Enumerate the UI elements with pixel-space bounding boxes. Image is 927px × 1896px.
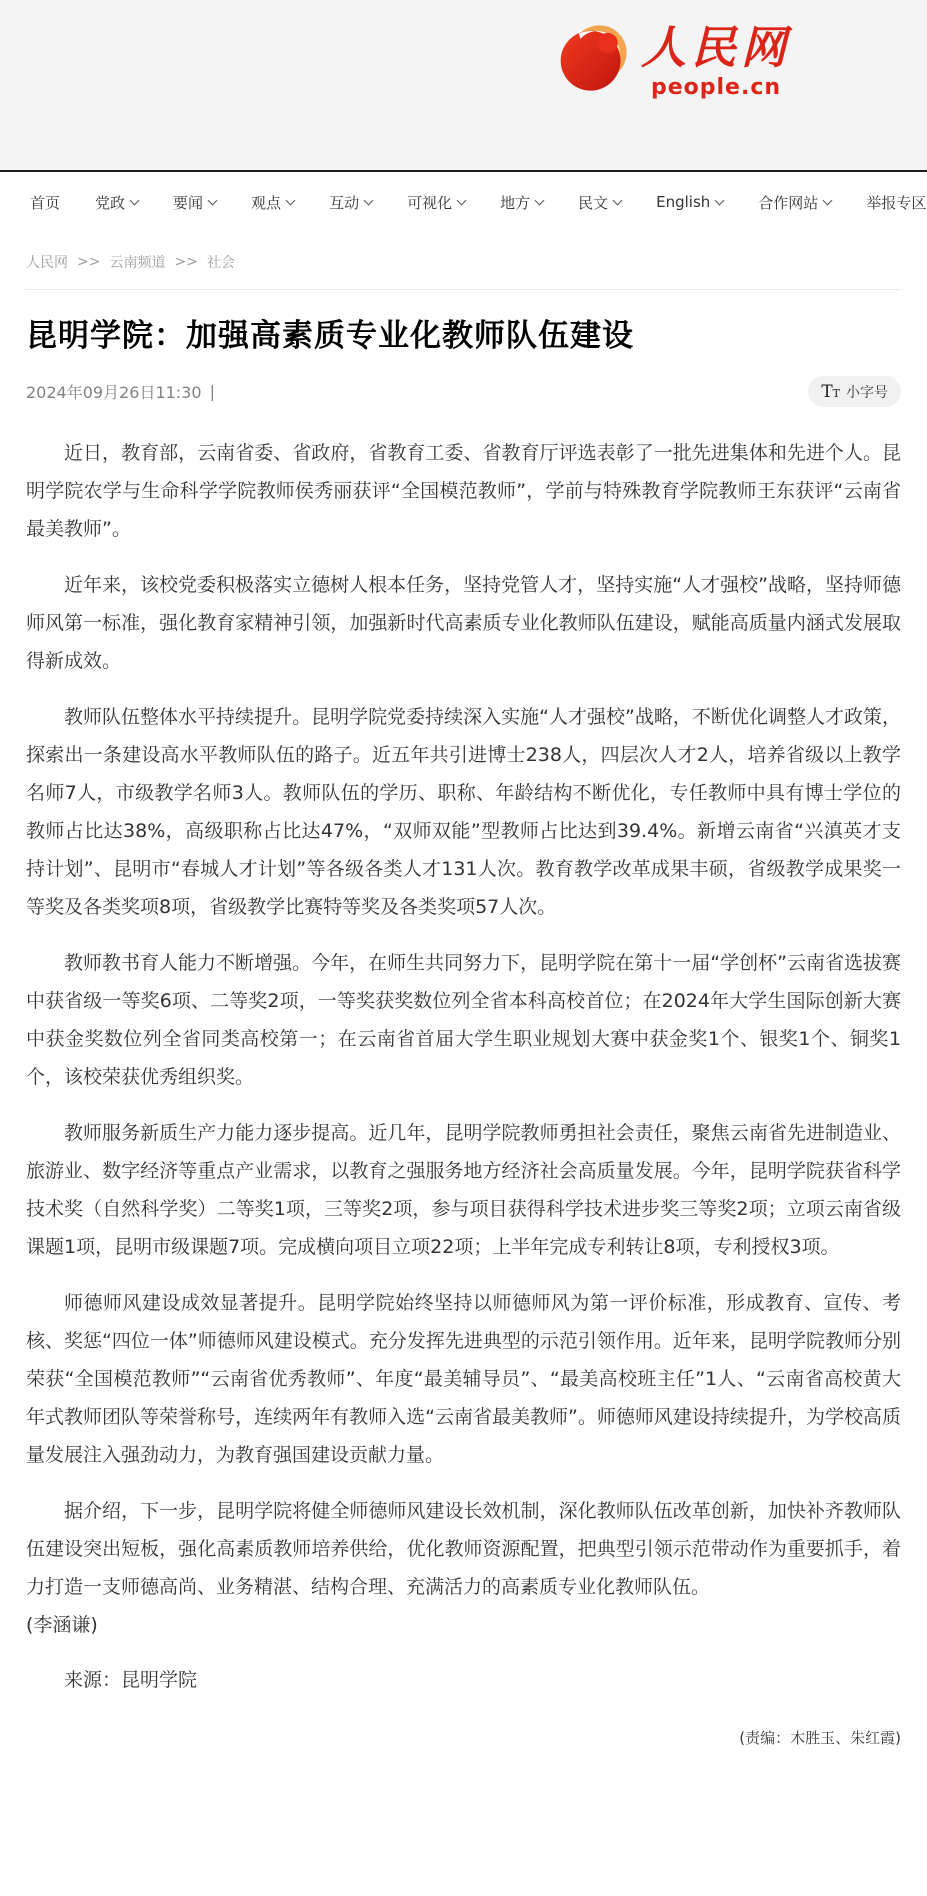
divider (26, 289, 901, 290)
chevron-down-icon (364, 195, 374, 205)
nav-item-party-gov[interactable] (95, 192, 138, 213)
source-value: 昆明学院 (121, 1669, 198, 1692)
nav-item-partner-sites[interactable] (758, 192, 831, 213)
nav-item-local[interactable] (500, 192, 543, 213)
nav-label: English (656, 193, 711, 211)
breadcrumb (26, 232, 901, 272)
editors-credit: (责编：木胜玉、朱红霞) (739, 1728, 901, 1747)
chevron-down-icon (715, 195, 725, 205)
font-size-icon-large-t: T (821, 381, 833, 402)
nav-item-report-zone[interactable] (866, 192, 926, 213)
article-title: 昆明学院：加强高素质专业化教师队伍建设 (26, 318, 634, 354)
article-page (0, 232, 927, 1772)
nav-label: 可视化 (407, 193, 453, 212)
article-paragraph: 师德师风建设成效显著提升。昆明学院始终坚持以师德师风为第一评价标准，形成教育、宣传、考核、奖惩“四位一体”师德师风建设模式。充分发挥先进典型的示范引领作用。近年来，昆明学院教师分别荣获“全国模范教师”“云南省优秀教师”、年度“最美辅导员”、“最美高校班主任”1人、“云南省高校黄大年式教师团队等荣誉称号，连续两年有教师入选“云南省最美教师”。师德师风建设持续提升，为学校高质量发展注入强劲动力，为教育强国建设贡献力量。 (26, 1292, 901, 1467)
main-nav (0, 170, 927, 232)
nav-label: 党政 (95, 193, 126, 212)
article-date-wrap (26, 380, 215, 403)
nav-label: 互动 (329, 193, 360, 212)
site-logo[interactable] (560, 22, 791, 100)
breadcrumb-separator: >> (77, 254, 101, 270)
nav-label: 民文 (578, 193, 609, 212)
chevron-down-icon (130, 195, 140, 205)
article-paragraph: 近日，教育部，云南省委、省政府，省教育工委、省教育厅评选表彰了一批先进集体和先进个人。昆明学院农学与生命科学学院教师侯秀丽获评“全国模范教师”，学前与特殊教育学院教师王东获评“云南省最美教师”。 (26, 442, 901, 541)
breadcrumb-item-people[interactable]: 人民网 (26, 255, 68, 271)
chevron-down-icon (286, 195, 296, 205)
article-paragraph: 教师教书育人能力不断增强。今年，在师生共同努力下，昆明学院在第十一届“学创杯”云南省选拔赛中获省级一等奖6项、二等奖2项，一等奖获奖数位列全省本科高校首位；在2024年大学生国际创新大赛中获金奖数位列全省同类高校第一；在云南省首届大学生职业规划大赛中获金奖1个、银奖1个、铜奖1个，该校荣获优秀组织奖。 (26, 952, 901, 1089)
nav-label: 要闻 (173, 193, 204, 212)
source-label: 来源： (64, 1669, 122, 1692)
article-paragraph: 教师服务新质生产力能力逐步提高。近几年，昆明学院教师勇担社会责任，聚焦云南省先进制造业、旅游业、数字经济等重点产业需求，以教育之强服务地方经济社会高质量发展。今年，昆明学院获省科学技术奖（自然科学奖）二等奖1项，三等奖2项，参与项目获得科学技术进步奖三等奖2项；立项云南省级课题1项，昆明市级课题7项。完成横向项目立项22项；上半年完成专利转让8项，专利授权3项。 (26, 1122, 901, 1259)
nav-item-opinion[interactable] (251, 192, 294, 213)
article-date: 2024年09月26日11:30 (26, 383, 202, 403)
logo-wordmark (641, 22, 791, 100)
nav-label: 地方 (500, 193, 531, 212)
chevron-down-icon (823, 195, 833, 205)
article-paragraph: 教师队伍整体水平持续提升。昆明学院党委持续深入实施“人才强校”战略，不断优化调整人才政策，探索出一条建设高水平教师队伍的路子。近五年共引进博士238人，四层次人才2人，培养省级以上教学名师7人，市级教学名师3人。教师队伍的学历、职称、年龄结构不断优化，专任教师中具有博士学位的教师占比达38%，高级职称占比达47%，“双师双能”型教师占比达到39.4%。新增云南省“兴滇英才支持计划”、昆明市“春城人才计划”等各级各类人才131人次。教育教学改革成果丰硕，省级教学成果奖一等奖及各类奖项8项，省级教学比赛特等奖及各类奖项57人次。 (26, 706, 901, 919)
article-byline: (李涵谦) (26, 1614, 98, 1637)
nav-item-minority-lang[interactable] (578, 192, 621, 213)
logo-domain: people.cn (650, 74, 782, 100)
font-size-icon-small-t: T (832, 386, 840, 400)
breadcrumb-item-yunnan-channel[interactable]: 云南频道 (109, 255, 166, 271)
chevron-down-icon (613, 195, 623, 205)
article-paragraph: 据介绍，下一步，昆明学院将健全师德师风建设长效机制，深化教师队伍改革创新，加快补齐教师队伍建设突出短板，强化高素质教师培养供给，优化教师资源配置，把典型引领示范带动作为重要抓手，着力打造一支师德高尚、业务精湛、结构合理、充满活力的高素质专业化教师队伍。 (26, 1500, 901, 1599)
logo-site-name: 人民网 (641, 21, 792, 74)
font-size-icon (821, 382, 840, 402)
nav-item-interact[interactable] (329, 192, 372, 213)
font-size-button[interactable] (808, 376, 901, 407)
nav-item-news[interactable] (173, 192, 216, 213)
article-meta-row (26, 376, 901, 407)
nav-item-visualization[interactable] (407, 192, 465, 213)
article-source-line (26, 1666, 901, 1695)
date-separator: | (209, 382, 215, 402)
nav-item-english[interactable] (656, 193, 723, 211)
nav-label: 合作网站 (758, 193, 819, 212)
breadcrumb-item-society[interactable]: 社会 (206, 255, 235, 271)
chevron-down-icon (208, 195, 218, 205)
breadcrumb-separator: >> (174, 254, 198, 270)
article-body (26, 434, 901, 1644)
nav-item-home[interactable] (30, 192, 60, 213)
chevron-down-icon (535, 195, 545, 205)
nav-label: 首页 (30, 193, 61, 212)
chevron-down-icon (457, 195, 467, 205)
nav-label: 观点 (251, 193, 282, 212)
font-size-button-label: 小字号 (846, 384, 888, 401)
site-header (0, 0, 927, 170)
people-globe-icon (560, 22, 628, 94)
nav-label: 举报专区 (866, 193, 927, 212)
article-paragraph: 近年来，该校党委积极落实立德树人根本任务，坚持党管人才，坚持实施“人才强校”战略，坚持师德师风第一标准，强化教育家精神引领，加强新时代高素质专业化教师队伍建设，赋能高质量内涵式发展取得新成效。 (26, 574, 901, 673)
